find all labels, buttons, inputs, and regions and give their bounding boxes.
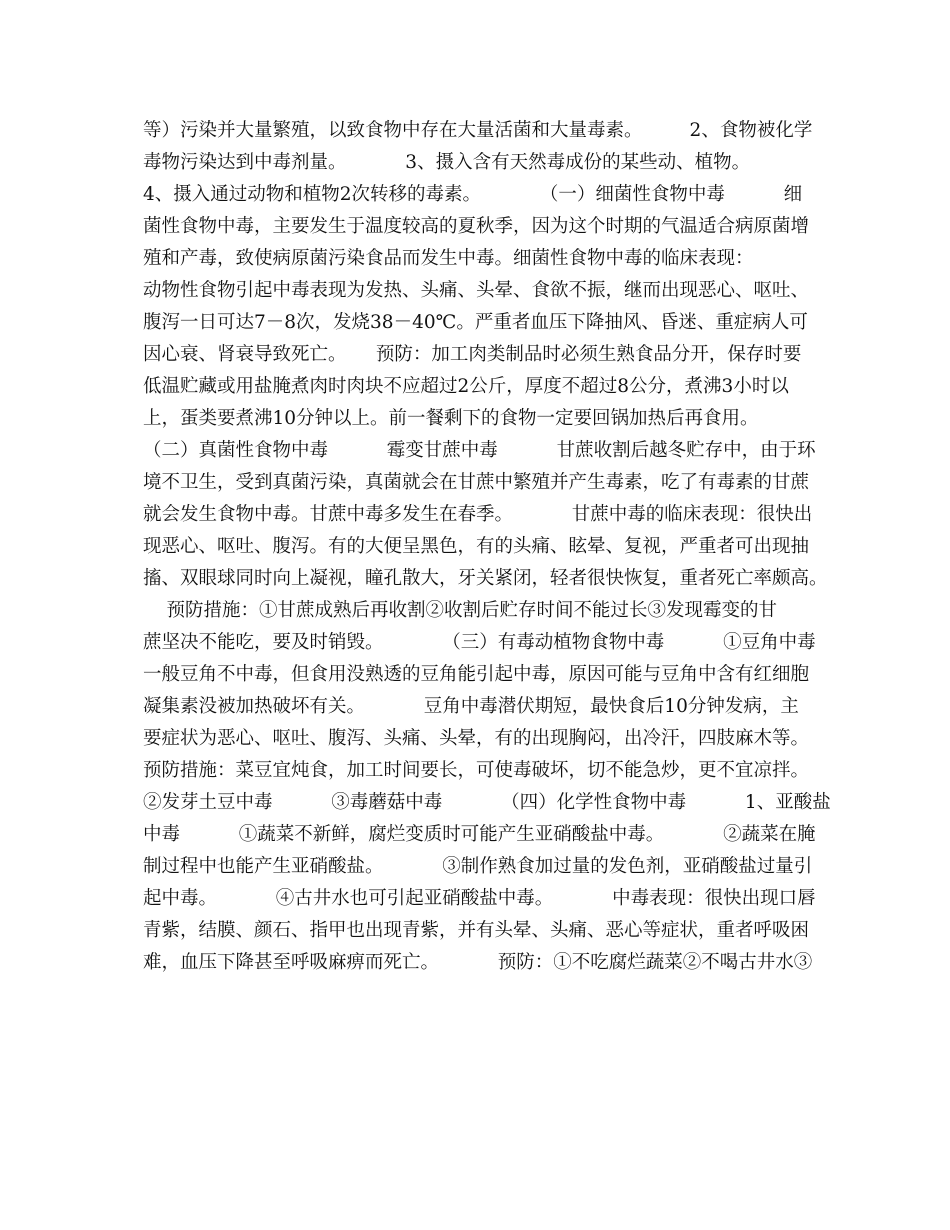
text-line: 难，血压下降甚至呼吸麻痹而死亡。 预防：①不吃腐烂蔬菜②不喝古井水③ (143, 952, 813, 973)
text-line: 一般豆角不中毒，但食用没熟透的豆角能引起中毒，原因可能与豆角中含有红细胞 (143, 664, 810, 685)
text-line: 腹泻一日可达7－8次，发烧38－40℃。严重者血压下降抽风、昏迷、重症病人可 (143, 312, 808, 333)
text-line: （二）真菌性食物中毒 霉变甘蔗中毒 甘蔗收割后越冬贮存中，由于环 (143, 440, 816, 461)
text-line: 因心衰、肾衰导致死亡。 预防：加工肉类制品时必须生熟食品分开，保存时要 (143, 344, 802, 365)
text-line: 要症状为恶心、呕吐、腹泻、头痛、头晕，有的出现胸闷，出冷汗，四肢麻木等。 (143, 728, 810, 749)
document-body (143, 115, 831, 979)
text-line: 起中毒。 ④古井水也可引起亚硝酸盐中毒。 中毒表现：很快出现口唇 (143, 888, 816, 909)
text-line: 预防措施：菜豆宜炖食，加工时间要长，可使毒破坏，切不能急炒，更不宜凉拌。 (143, 760, 810, 781)
text-line: 境不卫生，受到真菌污染，真菌就会在甘蔗中繁殖并产生毒素，吃了有毒素的甘蔗 (143, 472, 810, 493)
text-line: 毒物污染达到中毒剂量。 3、摄入含有天然毒成份的某些动、植物。 (143, 152, 751, 173)
text-line: 低温贮藏或用盐腌煮肉时肉块不应超过2公斤，厚度不超过8公分，煮沸3小时以 (143, 376, 789, 397)
text-line: 4、摄入通过动物和植物2次转移的毒素。 （一）细菌性食物中毒 细 (143, 184, 803, 205)
text-line: 蔗坚决不能吃，要及时销毁。 （三）有毒动植物食物中毒 ①豆角中毒 (143, 632, 816, 653)
text-line: 就会发生食物中毒。甘蔗中毒多发生在春季。 甘蔗中毒的临床表现：很快出 (143, 504, 813, 525)
text-line: 动物性食物引起中毒表现为发热、头痛、头晕、食欲不振，继而出现恶心、呕吐、 (143, 280, 810, 301)
text-line: ②发芽土豆中毒 ③毒蘑菇中毒 （四）化学性食物中毒 1、亚酸盐 (143, 792, 831, 813)
text-line: 青紫，结膜、颜石、指甲也出现青紫，并有头晕、头痛、恶心等症状，重者呼吸困 (143, 920, 810, 941)
text-line: 上，蛋类要煮沸10分钟以上。前一餐剩下的食物一定要回锅加热后再食用。 (143, 408, 759, 429)
text-line: 制过程中也能产生亚硝酸盐。 ③制作熟食加过量的发色剂，亚硝酸盐过量引 (143, 856, 813, 877)
text-line: 中毒 ①蔬菜不新鲜，腐烂变质时可能产生亚硝酸盐中毒。 ②蔬菜在腌 (143, 824, 816, 845)
text-line: 菌性食物中毒，主要发生于温度较高的夏秋季，因为这个时期的气温适合病原菌增 (143, 216, 810, 237)
text-line: 现恶心、呕吐、腹泻。有的大便呈黑色，有的头痛、眩晕、复视，严重者可出现抽 (143, 536, 810, 557)
text-line: 搐、双眼球同时向上凝视，瞳孔散大，牙关紧闭，轻者很快恢复，重者死亡率颇高。 (143, 568, 828, 589)
text-line: 预防措施：①甘蔗成熟后再收割②收割后贮存时间不能过长③发现霉变的甘 (143, 600, 778, 621)
text-line: 等）污染并大量繁殖，以致食物中存在大量活菌和大量毒素。 2、食物被化学 (143, 120, 813, 141)
text-line: 殖和产毒，致使病原菌污染食品而发生中毒。细菌性食物中毒的临床表现： (143, 248, 754, 269)
text-line: 凝集素没被加热破坏有关。 豆角中毒潜伏期短，最快食后10分钟发病，主 (143, 696, 799, 717)
